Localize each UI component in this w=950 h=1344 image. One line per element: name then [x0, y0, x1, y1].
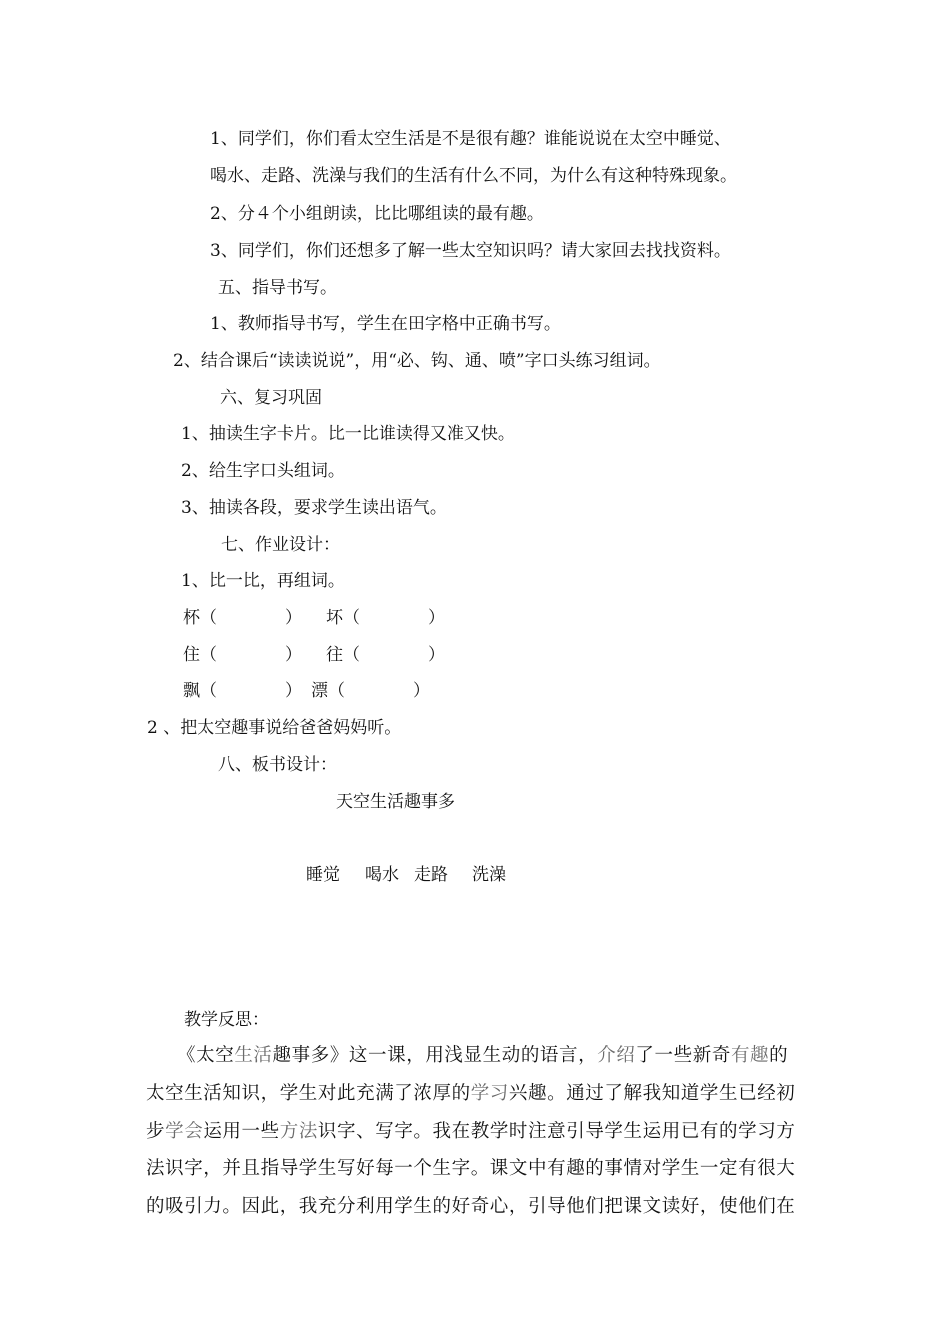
- text-run: 兴趣。通过了解我知道学生已经初: [508, 1083, 796, 1104]
- exercise-item: 杯（ ）: [183, 608, 302, 628]
- reflection-line: [177, 1045, 788, 1067]
- text-line: 2、分４个小组朗读，比比哪组读的最有趣。: [210, 204, 544, 224]
- text-run: 有趣: [730, 1045, 770, 1066]
- text-line: 1、教师指导书写，学生在田字格中正确书写。: [210, 314, 561, 334]
- text-line: 3、同学们，你们还想多了解一些太空知识吗？请大家回去找找资料。: [210, 241, 731, 261]
- section-heading: 六、复习巩固: [220, 388, 322, 408]
- text-line: 1、比一比，再组词。: [181, 571, 345, 591]
- section-heading: 七、作业设计：: [221, 535, 340, 555]
- text-line: 1、抽读生字卡片。比一比谁读得又准又快。: [181, 424, 515, 444]
- text-line: 喝水、走路、洗澡与我们的生活有什么不同，为什么有这种特殊现象。: [210, 166, 737, 186]
- exercise-item: 漂（ ）: [311, 681, 430, 701]
- text-line: 2、结合课后“读读说说”，用“必、钩、通、喷”字口头练习组词。: [173, 351, 661, 371]
- text-run: 太空生活知识，学生对此充满了浓厚的: [146, 1083, 471, 1104]
- exercise-item: 住（ ）: [183, 645, 302, 665]
- board-item: 睡觉: [306, 865, 340, 885]
- text-line: 1、同学们，你们看太空生活是不是很有趣？谁能说说在太空中睡觉、: [210, 129, 731, 149]
- text-run: 介绍: [597, 1045, 636, 1066]
- reflection-line: 法识字，并且指导学生写好每一个生字。课文中有趣的事情对学生一定有很大: [146, 1158, 796, 1179]
- board-item: 喝水: [365, 865, 399, 885]
- exercise-item: 往（ ）: [326, 645, 445, 665]
- section-heading: 八、板书设计：: [218, 755, 337, 775]
- exercise-item: 坏（ ）: [326, 608, 445, 628]
- text-run: 运用一些: [203, 1121, 280, 1142]
- reflection-heading: 教学反思：: [184, 1010, 269, 1030]
- text-run: 学会: [165, 1121, 204, 1142]
- text-run: 的: [769, 1045, 789, 1066]
- text-line: 3、抽读各段，要求学生读出语气。: [181, 498, 447, 518]
- text-run: 生活: [234, 1045, 273, 1066]
- text-run: 《太空: [177, 1045, 235, 1066]
- board-item: 走路: [414, 865, 448, 885]
- text-run: 步: [146, 1121, 166, 1142]
- text-run: 识字、写字。我在教学时注意引导学生运用已有的学习方: [317, 1121, 796, 1142]
- text-run: 趣事多》这一课，用浅显生动的语言，: [272, 1045, 598, 1066]
- text-run: 方法: [279, 1121, 318, 1142]
- text-run: 了一些新奇: [635, 1045, 731, 1066]
- reflection-line: [146, 1083, 795, 1105]
- text-line: 2 、把太空趣事说给爸爸妈妈听。: [147, 718, 402, 738]
- reflection-line: 的吸引力。因此，我充分利用学生的好奇心，引导他们把课文读好，使他们在: [146, 1196, 796, 1217]
- board-item: 洗澡: [472, 865, 506, 885]
- board-title: 天空生活趣事多: [336, 792, 455, 812]
- reflection-line: [146, 1121, 795, 1143]
- exercise-item: 飘（ ）: [183, 681, 302, 701]
- text-run: 学习: [470, 1083, 509, 1104]
- section-heading: 五、指导书写。: [218, 278, 337, 298]
- text-line: 2、给生字口头组词。: [181, 461, 345, 481]
